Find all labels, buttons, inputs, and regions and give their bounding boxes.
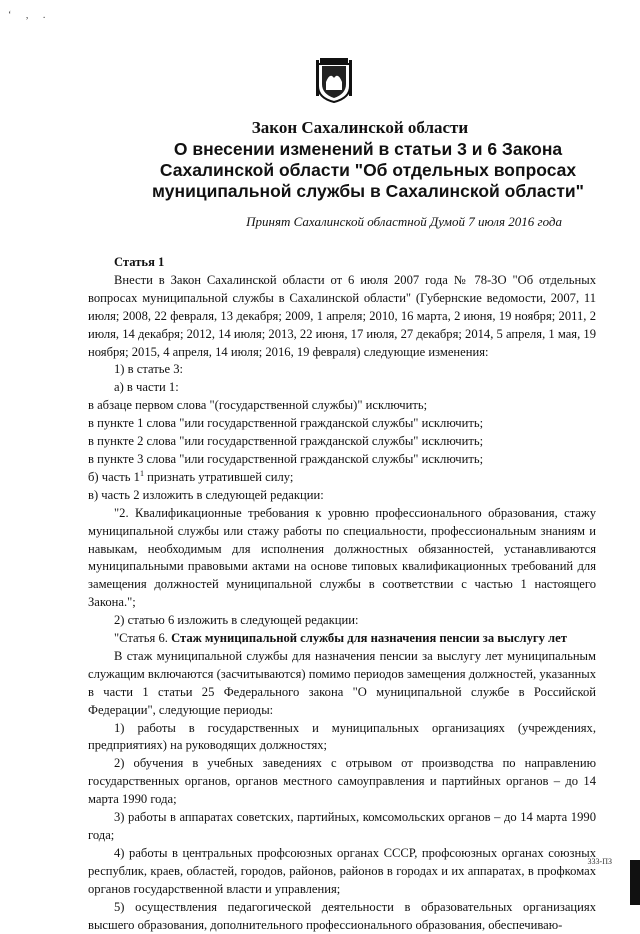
- document-title: [118, 139, 618, 202]
- paragraph: Внести в Закон Сахалинской области от 6 июля 2007 года № 78-ЗО "Об отдельных вопросах муниципальной службы в Сахалинской области" (Губернские ведомости, 2007, 11 июля; 2008, 22 февраля, 13 декабря; 2009, 1 апреля; 2010, 16 марта, 2 июня, 19 ноября; 2011, 2 июля, 14 декабря; 2012, 14 июля; 2013, 22 июня, 17 июля, 27 декабря; 2014, 5 апреля, 1 мая, 19 ноября; 2015, 4 апреля, 14 июля; 2016, 19 февраля) следующие изменения:: [88, 272, 596, 359]
- adoption-note: Принят Сахалинской областной Думой 7 июля 2016 года: [246, 214, 562, 229]
- footer-code: 333-ПЗ: [587, 857, 612, 866]
- title-line: О внесении изменений в статьи 3 и 6 Закона: [173, 139, 563, 159]
- title-line: Сахалинской области "Об отдельных вопросах: [159, 160, 577, 180]
- paragraph: 1) работы в государственных и муниципальных организациях (учреждениях, предприятиях) на руководящих должностях;: [88, 720, 596, 753]
- text: "Статья 6.: [114, 631, 172, 646]
- text-bold: Стаж муниципальной службы для назначения пенсии за выслугу лет: [171, 631, 567, 646]
- paragraph: а) в части 1:: [114, 380, 179, 395]
- title-line: муниципальной службы в Сахалинской области": [152, 181, 584, 201]
- text: признать утратившей силу;: [143, 469, 294, 484]
- paragraph: в абзаце первом слова "(государственной службы)" исключить;: [88, 398, 428, 413]
- paragraph: 3) работы в аппаратах советских, партийных, комсомольских органов – до 14 марта 1990 года;: [88, 810, 596, 842]
- paragraph: 4) работы в центральных профсоюзных органах СССР, профсоюзных органах союзных республик, краев, областей, городов, районов, районов в городах и их аппаратах, в профкомах органов государственной власти и управления;: [88, 845, 596, 896]
- paragraph: 2) статью 6 изложить в следующей редакции:: [114, 613, 359, 628]
- document-body: [88, 254, 596, 934]
- document-type: Закон Сахалинской области: [251, 118, 469, 137]
- superscript: 1: [139, 468, 144, 478]
- paragraph: в пункте 1 слова "или государственной гражданской службы" исключить;: [88, 416, 484, 431]
- paragraph: в пункте 2 слова "или государственной гражданской службы" исключить;: [88, 434, 484, 449]
- paragraph: 5) осуществления педагогической деятельности в образовательных организациях высшего образования, дополнительного профессионального образования, обеспечиваю-: [88, 899, 596, 932]
- paragraph: [88, 630, 596, 648]
- paragraph: В стаж муниципальной службы для назначения пенсии за выслугу лет муниципальным служащим включаются (засчитываются) помимо периодов замещения должностей, указанных в части 1 статьи 25 Федерального закона "О муниципальной службе в Российской Федерации", следующие периоды:: [88, 648, 596, 717]
- sakhalin-coat-of-arms-icon: [314, 56, 354, 104]
- paragraph: в пункте 3 слова "или государственной гражданской службы" исключить;: [88, 451, 484, 466]
- paragraph: 1) в статье 3:: [114, 362, 184, 377]
- paragraph: 2) обучения в учебных заведениях с отрывом от производства по направлению государственных органов, органов местного самоуправления и партийных органов – до 14 марта 1990 года;: [88, 756, 596, 807]
- paragraph: в) часть 2 изложить в следующей редакции:: [88, 487, 324, 502]
- paragraph: [88, 469, 596, 487]
- scan-edge-bar: [630, 860, 640, 905]
- paragraph: "2. Квалификационные требования к уровню профессионального образования, стажу муниципальной службы или стажу работы по специальности, профессиональным знаниям и навыкам, необходимым для исполнения должностных обязанностей, устанавливаются муниципальными правовыми актами на основе типовых квалификационных требований для замещения должностей муниципальной службы в соответствии с частью 1 настоящего Закона.";: [88, 505, 596, 610]
- scan-artifact-marks: ‘ , .: [8, 10, 52, 21]
- text: б) часть 1: [88, 469, 140, 484]
- article-heading: Статья 1: [114, 255, 165, 269]
